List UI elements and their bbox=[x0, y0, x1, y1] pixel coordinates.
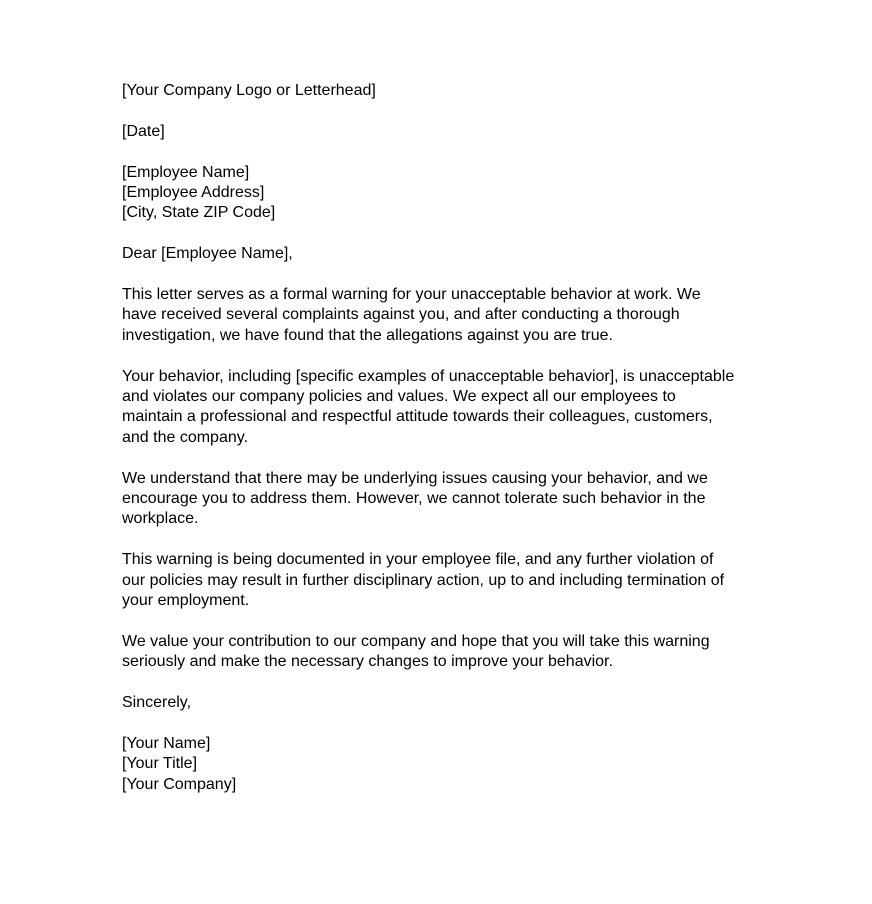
recipient-name-line: [Employee Name] bbox=[122, 163, 250, 181]
signature-name-line: [Your Name] bbox=[122, 734, 211, 752]
date-line: [Date] bbox=[122, 122, 165, 140]
signature-block bbox=[122, 734, 738, 795]
recipient-address-line: [Employee Address] bbox=[122, 184, 265, 201]
body-paragraph-2: Your behavior, including [specific examples of unacceptable behavior], is unacceptable and violates our company policies and values. We expect all our employees to maintain a professional and respectful attitude towards their colleagues, customers, and the company. bbox=[122, 367, 735, 446]
recipient-city-state-zip-line: [City, State ZIP Code] bbox=[122, 204, 276, 222]
body-paragraph-1: This letter serves as a formal warning for your unacceptable behavior at work. We have received several complaints against you, and after conducting a thorough investigation, we have found that the allegations against you are true. bbox=[122, 286, 701, 344]
body-paragraph-5: We value your contribution to our company and hope that you will take this warning seriously and make the necessary changes to improve your behavior. bbox=[122, 632, 710, 671]
recipient-address-block bbox=[122, 163, 738, 224]
signature-company-line: [Your Company] bbox=[122, 775, 237, 793]
signature-title-line: [Your Title] bbox=[122, 755, 198, 773]
salutation-block bbox=[122, 244, 738, 264]
closing-block bbox=[122, 693, 738, 713]
date-block bbox=[122, 122, 738, 142]
salutation-line: Dear [Employee Name], bbox=[122, 245, 293, 263]
closing-line: Sincerely, bbox=[122, 694, 192, 712]
letter-body bbox=[122, 81, 738, 795]
body-paragraph-4: This warning is being documented in your employee file, and any further violation of our policies may result in further disciplinary action, up to and including termination of your employment. bbox=[122, 551, 725, 610]
body-paragraph-3: We understand that there may be underlying issues causing your behavior, and we encourage you to address them. However, we cannot tolerate such behavior in the workplace. bbox=[122, 469, 708, 528]
letterhead-block bbox=[122, 81, 738, 101]
letterhead-line: [Your Company Logo or Letterhead] bbox=[122, 82, 376, 99]
